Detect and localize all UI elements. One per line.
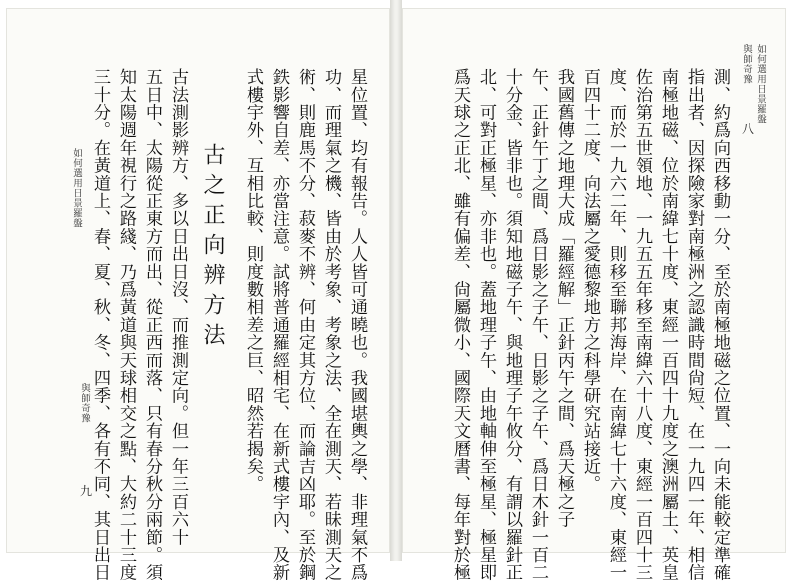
right-page-number: 八	[742, 122, 755, 136]
right-text-column-3: 南極地磁、位於南緯七十度、東經一百四十九度之澳洲屬土、英皇	[658, 68, 678, 581]
section-title: 古之正向辨方法	[200, 143, 225, 353]
left-text-column-3: 術、則鹿馬不分、菽麥不辨、何由定其方位、而論吉凶耶。至於鋼	[295, 68, 315, 581]
left-text-column-7: 五日中、太陽從正東方而出、從正西而落、只有春分秋分兩節。須	[142, 68, 162, 581]
right-running-author: 與師奇豫	[741, 44, 752, 84]
left-text-column-4: 鉄影響自差、亦當注意。試將普通羅經相宅、在新式樓宇內、及新	[269, 68, 289, 581]
right-text-column-4: 佐治第五世領地、一九五五年移至南緯六十八度、東經一百四十三	[632, 68, 652, 581]
right-text-column-7: 我國舊傳之地理大成「羅經解」正針丙午之間、爲天極之子	[554, 68, 574, 529]
left-running-title: 如何選用日景羅盤	[71, 148, 82, 228]
left-text-column-1: 星位置、均有報告。人人皆可通曉也。我國堪輿之學、非理氣不爲	[347, 68, 367, 581]
book-gutter	[390, 0, 402, 561]
left-text-column-5: 式樓宇外、互相比較、則度數相差之巨、昭然若揭矣。	[243, 68, 263, 493]
right-text-column-8: 午、正針午丁之間、爲日影之子午、日影之子午、爲日木針一百二	[528, 68, 548, 581]
right-text-column-2: 指出者、因探險家對南極洲之認識時間尙短、在一九四一年、相信	[684, 68, 704, 581]
right-running-title: 如何選用日景羅盤	[755, 44, 766, 124]
right-page	[402, 8, 786, 581]
right-text-column-10: 北、可對正極星、亦非也。蓋地理子午、由地軸伸至極星、極星即	[476, 68, 496, 581]
left-page-number: 九	[80, 484, 93, 498]
right-text-column-1: 測、約爲向西移動一分、至於南極地磁之位置、一向未能較定準確	[710, 68, 730, 581]
right-text-column-9: 十分金、皆非也。須知地磁子午、與地理子午攸分、有謂以羅針正	[502, 68, 522, 581]
left-text-column-6: 古法測影辨方、多以日出日沒、而推測定向。但一年三百六十	[168, 68, 188, 546]
left-text-column-8: 知太陽週年視行之路綫、乃爲黃道與天球相交之點、大約二十三度	[116, 68, 136, 581]
right-text-column-5: 度、而於一九六二年、則移至聯邦海岸、在南緯七十六度、東經一	[606, 68, 626, 581]
right-text-column-11: 爲天球之正北、雖有偏差、尙屬微小、國際天文曆書、每年對於極	[450, 68, 470, 581]
left-page	[6, 8, 390, 581]
left-running-author: 與師奇豫	[79, 383, 90, 423]
left-text-column-9: 三十分。在黃道上、春、夏、秋、冬、四季、各有不同、其日出日	[90, 68, 110, 581]
right-text-column-6: 百四十二度、向法屬之愛德黎地方之科學研究站接近。	[580, 68, 600, 493]
left-text-column-2: 功、而理氣之機、皆由於考象、考象之法、全在測天、若昧測天之	[321, 68, 341, 581]
